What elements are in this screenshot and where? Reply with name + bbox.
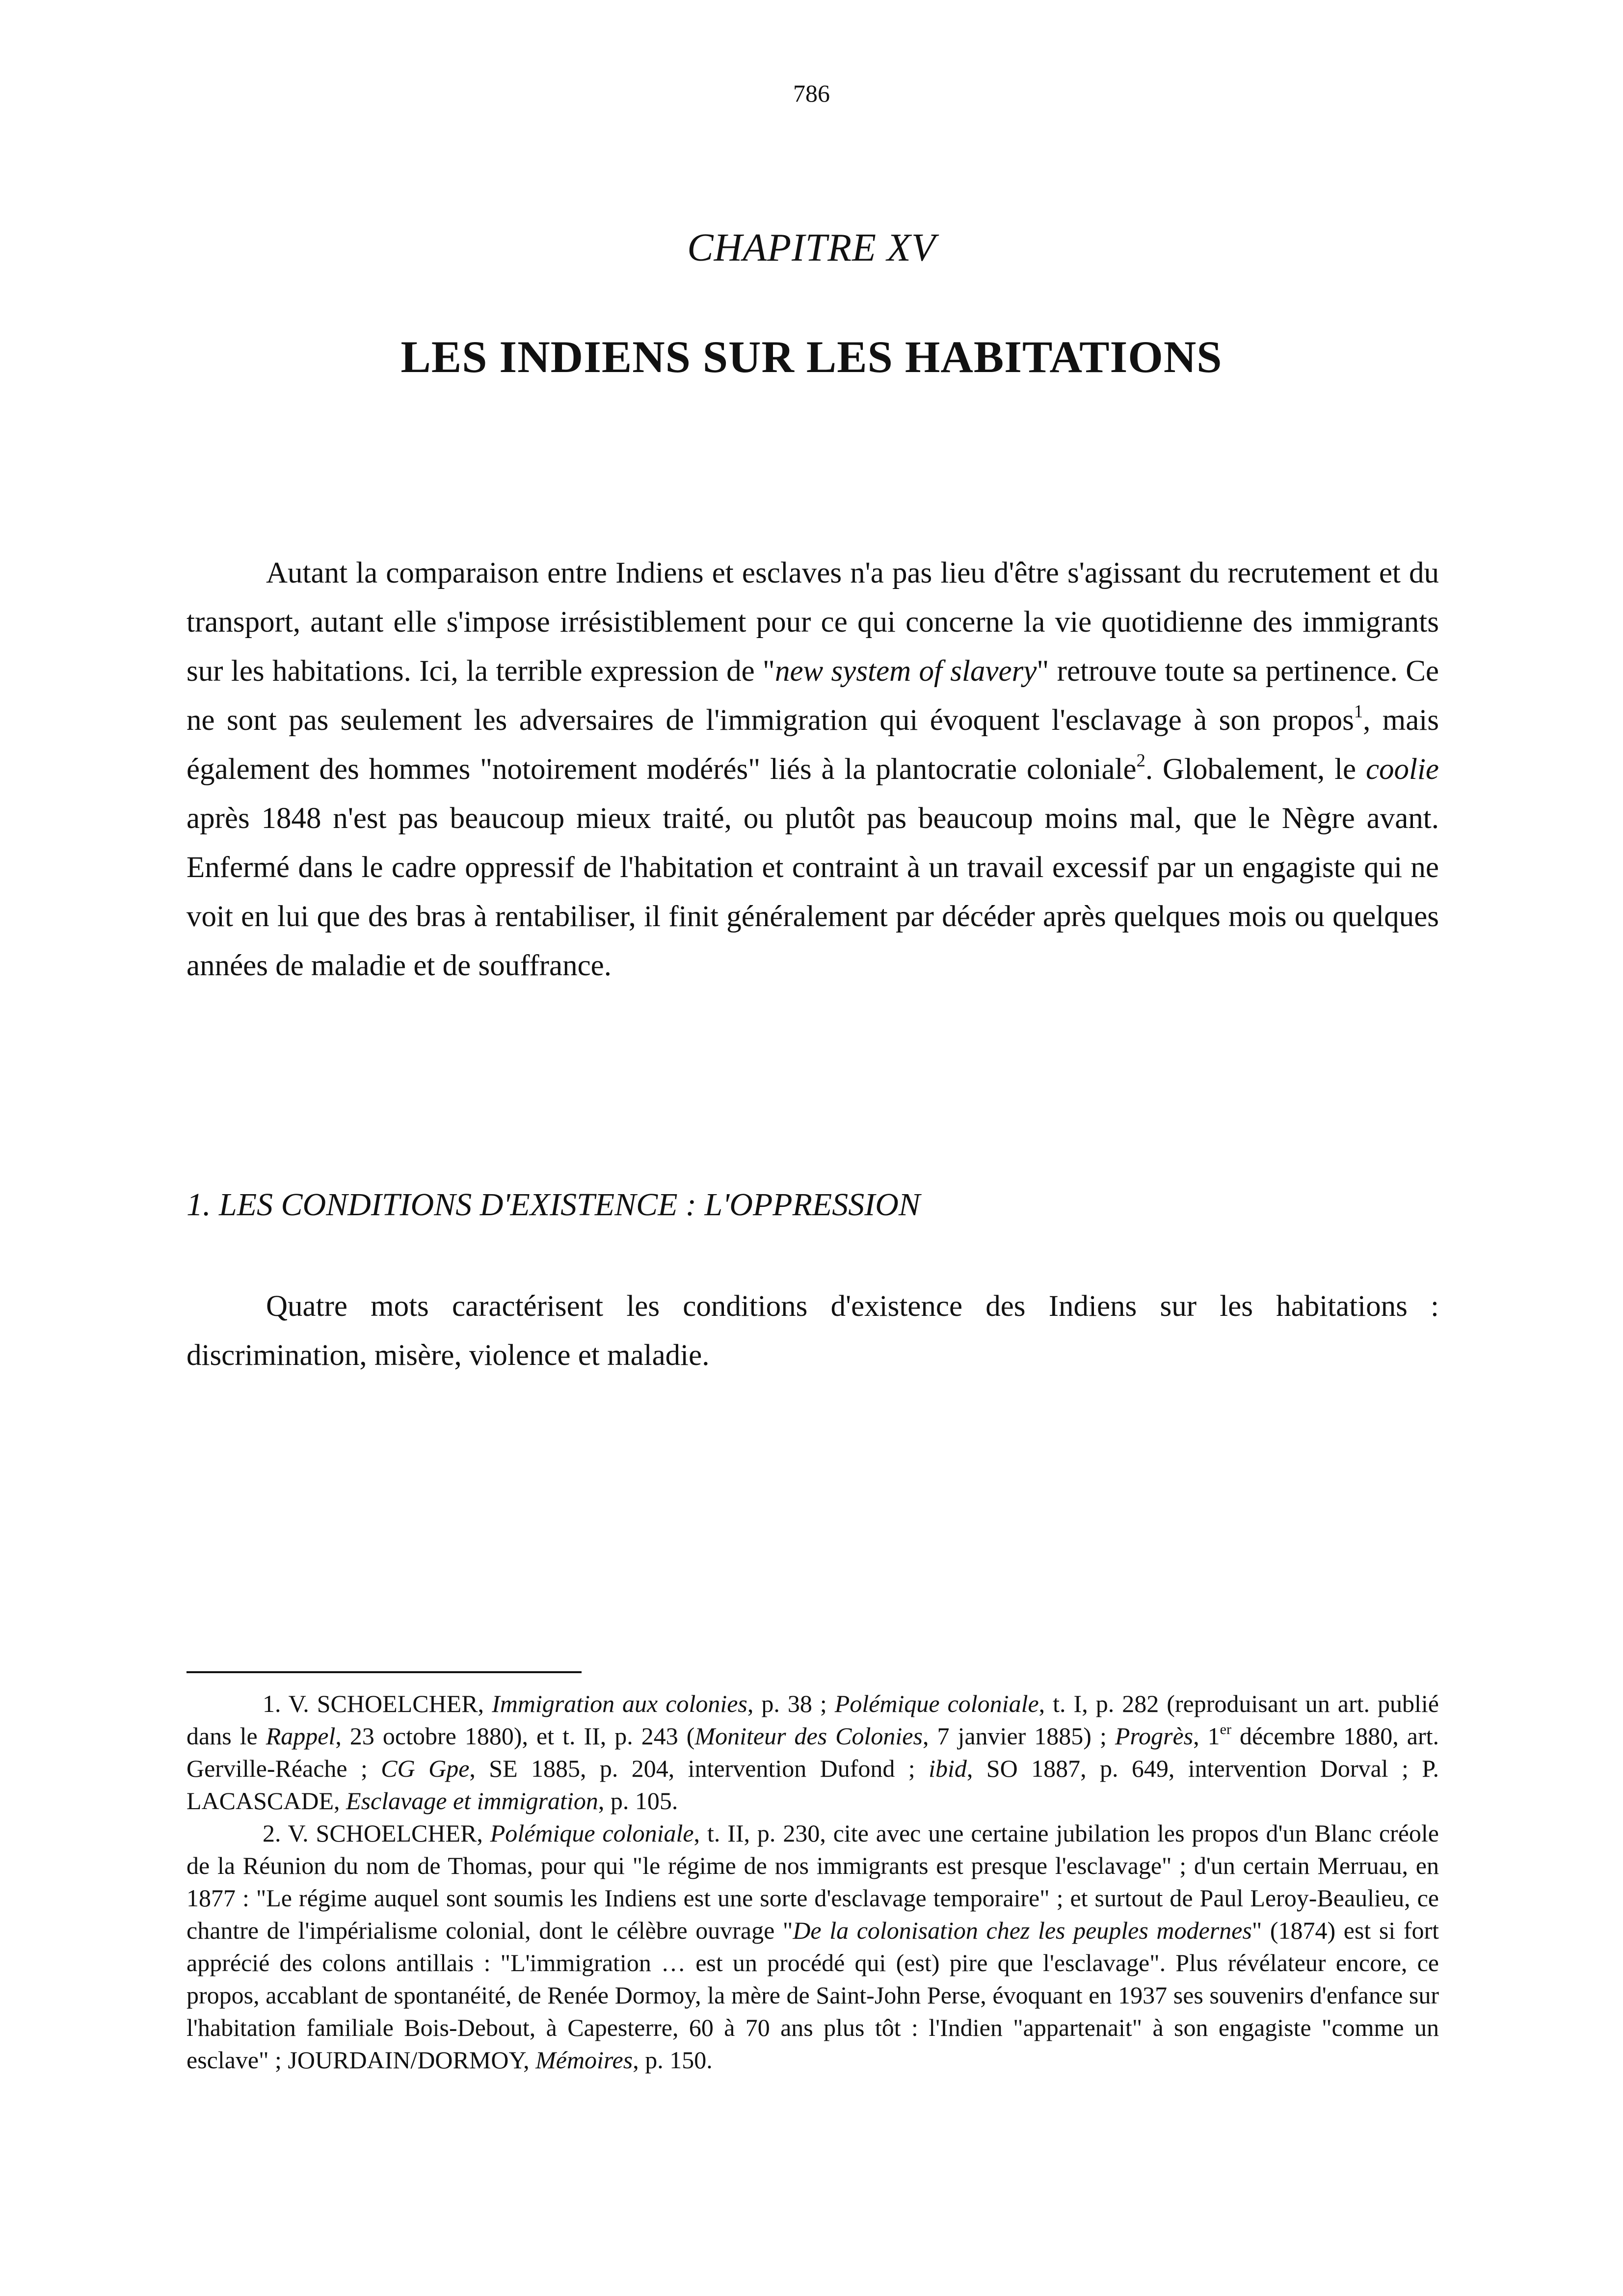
footnote-italic: ibid: [929, 1755, 967, 1782]
footnote-italic: Polémique coloniale: [834, 1690, 1039, 1717]
footnote-italic: Rappel: [266, 1722, 336, 1750]
intro-italic-phrase: new system of slavery: [774, 655, 1037, 688]
footnote-ref-1[interactable]: 1: [1354, 701, 1363, 721]
footnotes: [186, 1687, 1439, 2076]
footnote-text: , 1: [1193, 1722, 1220, 1750]
footnote-text: , 7 janvier 1885) ;: [922, 1722, 1115, 1750]
chapter-title: LES INDIENS SUR LES HABITATIONS: [400, 332, 1223, 382]
footnote-text: 1. V. SCHOELCHER,: [263, 1690, 492, 1717]
section-paragraph: Quatre mots caractérisent les conditions d'existence des Indiens sur les habitations : discrimination, misère, violence et maladie.: [186, 1290, 1439, 1372]
footnote-text: , p. 38 ;: [747, 1690, 835, 1717]
ordinal-superscript: er: [1220, 1721, 1231, 1737]
footnote-text: , SE 1885, p. 204, intervention Dufond ;: [469, 1755, 929, 1782]
footnote-2: [186, 1817, 1439, 2076]
footnote-1: [186, 1687, 1439, 1817]
footnote-italic: De la colonisation chez les peuples modernes: [793, 1917, 1252, 1944]
footnote-text: , t. II, p. 230, cite avec une certaine jubilation les propos d'un Blanc créole de la Réunion du nom de Thomas, pour qui "le régime de nos immigrants est presque l'esclavage" ; d'un certain Merruau, en 1877 : "Le régime auquel sont soumis les Indiens est une sorte d'esclavage temporaire" ; et surtout de Paul Leroy-Beaulieu, ce chantre de l'impérialisme colonial, dont le célèbre ouvrage ": [186, 1819, 1439, 1944]
footnote-italic: CG Gpe: [381, 1755, 470, 1782]
footnote-italic: Polémique coloniale: [490, 1819, 694, 1847]
footnote-text: 2. V. SCHOELCHER,: [263, 1819, 490, 1847]
intro-paragraph: [186, 549, 1439, 990]
footnote-text: , p. 105.: [598, 1787, 678, 1815]
footnote-italic: Moniteur des Colonies: [694, 1722, 923, 1750]
footnote-text: décembre 1880, art. Gerville-Réache ;: [186, 1722, 1439, 1782]
footnote-ref-2[interactable]: 2: [1136, 750, 1145, 771]
intro-text: Autant la comparaison entre Indiens et esclaves n'a pas lieu d'être s'agissant du recrutement et du transport, autant elle s'impose irrésistiblement pour ce qui concerne la vie quotidienne des immigrants sur les habitations. Ici, la terrible expression de ": [186, 557, 1439, 688]
page-number: 786: [793, 80, 830, 107]
footnote-italic: Progrès: [1115, 1722, 1194, 1750]
chapter-label: CHAPITRE XV: [687, 226, 936, 269]
footnote-text: , p. 150.: [633, 2046, 713, 2074]
intro-text: , mais également des hommes "notoirement modérés" liés à la plantocratie coloniale: [186, 704, 1439, 786]
footnote-divider: [186, 1671, 582, 1673]
footnote-text: , SO 1887, p. 649, intervention Dorval ; P. LACASCADE,: [186, 1755, 1439, 1815]
footnote-italic: Immigration aux colonies: [492, 1690, 747, 1717]
footnote-italic: Mémoires: [535, 2046, 633, 2074]
footnote-italic: Esclavage et immigration: [346, 1787, 598, 1815]
intro-italic-word: coolie: [1365, 753, 1439, 786]
footnote-text: " (1874) est si fort apprécié des colons antillais : "L'immigration … est un procédé qui (est) pire que l'esclavage". Plus révélateur encore, ce propos, accablant de spontanéité, de Renée Dormoy, la mère de Saint-John Perse, évoquant en 1937 ses souvenirs d'enfance sur l'habitation familiale Bois-Debout, à Capesterre, 60 à 70 ans plus tôt : l'Indien "appartenait" à son engagiste "comme un esclave" ; JOURDAIN/DORMOY,: [186, 1917, 1439, 2074]
intro-text: " retrouve toute sa pertinence. Ce ne sont pas seulement les adversaires de l'immigration qui évoquent l'esclavage à son propos: [186, 655, 1439, 737]
footnote-text: , t. I, p. 282 (reproduisant un art. publié dans le: [186, 1690, 1439, 1750]
section-heading: 1. LES CONDITIONS D'EXISTENCE : L'OPPRESSION: [186, 1187, 920, 1223]
intro-text: après 1848 n'est pas beaucoup mieux traité, ou plutôt pas beaucoup moins mal, que le Nègre avant. Enfermé dans le cadre oppressif de l'habitation et contraint à un travail excessif par un engagiste qui ne voit en lui que des bras à rentabiliser, il finit généralement par décéder après quelques mois ou quelques années de maladie et de souffrance.: [186, 802, 1439, 982]
footnote-text: , 23 octobre 1880), et t. II, p. 243 (: [335, 1722, 695, 1750]
intro-text: . Globalement, le: [1145, 753, 1366, 786]
